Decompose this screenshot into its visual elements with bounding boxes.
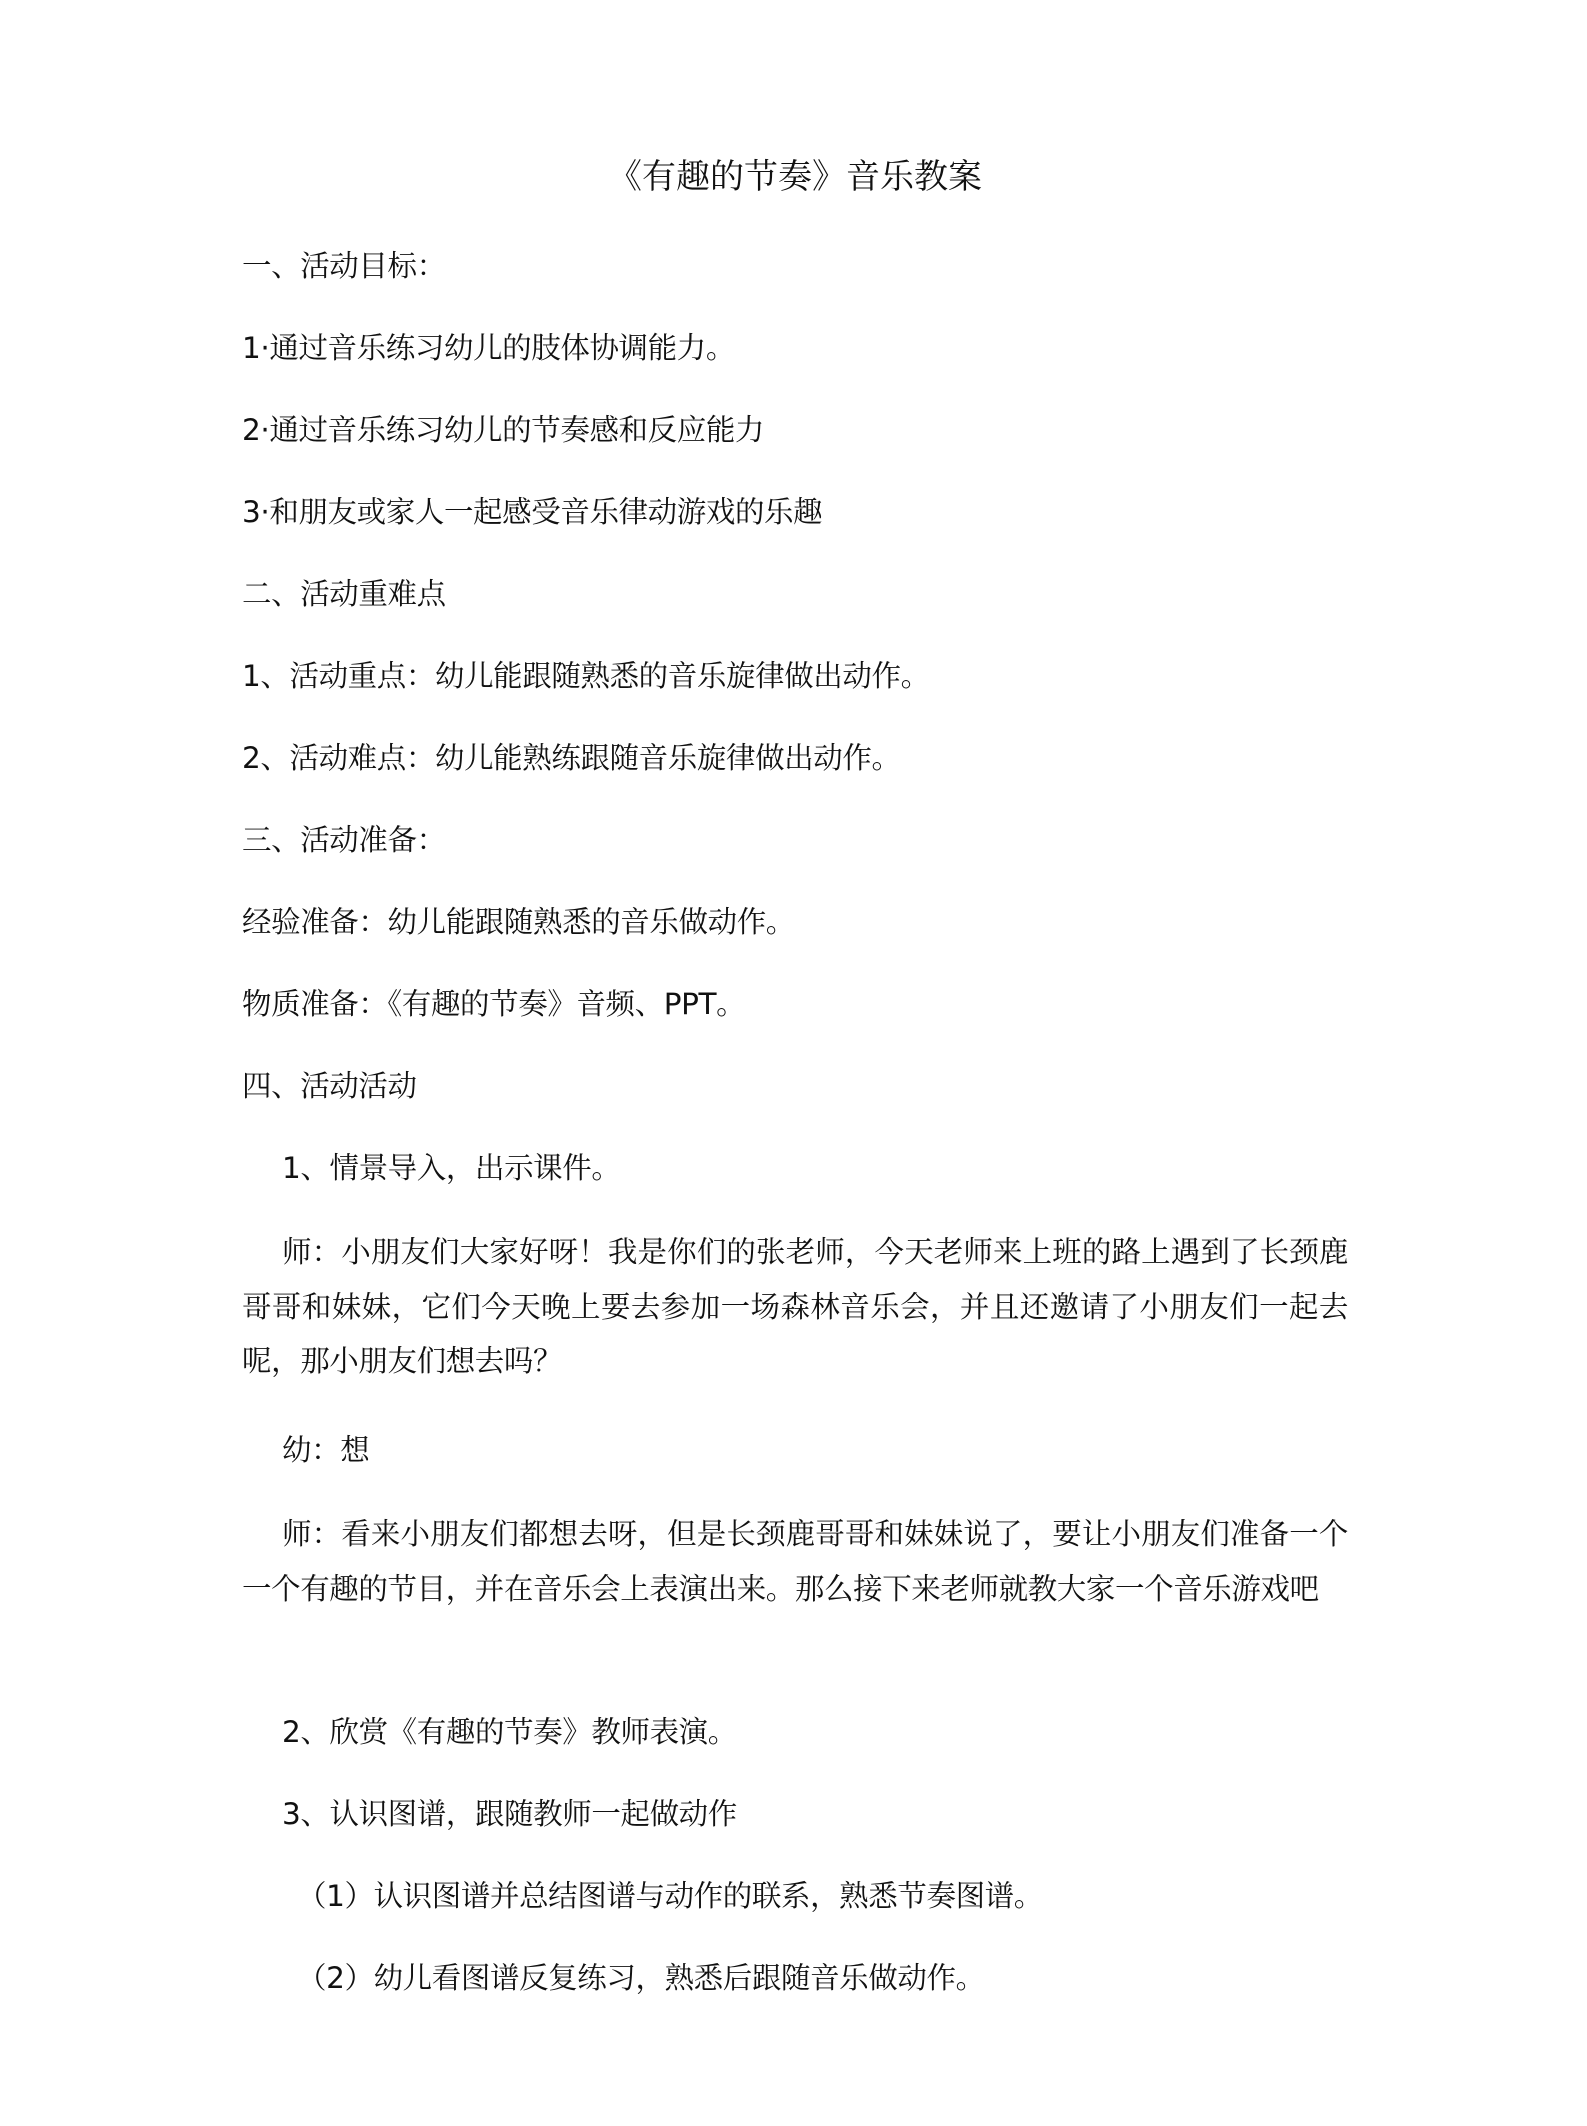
preparation-item: 物质准备：《有趣的节奏》音频、PPT。	[242, 987, 746, 1021]
section-heading-activities: 四、活动活动	[242, 1069, 417, 1103]
key-point-item: 2、活动难点：幼儿能熟练跟随音乐旋律做出动作。	[242, 741, 901, 775]
activity-step: 2、欣赏《有趣的节奏》教师表演。	[282, 1715, 737, 1749]
dialogue-paragraph: 师：看来小朋友们都想去呀，但是长颈鹿哥哥和妹妹说了，要让小朋友们准备一个一个有趣的节目，并在音乐会上表演出来。那么接下来老师就教大家一个音乐游戏吧	[242, 1517, 1348, 1606]
section-heading-key-points: 二、活动重难点	[242, 577, 446, 611]
key-point-item: 1、活动重点：幼儿能跟随熟悉的音乐旋律做出动作。	[242, 659, 930, 693]
activity-sub-item: （2）幼儿看图谱反复练习，熟悉后跟随音乐做动作。	[297, 1961, 985, 1995]
section-heading-preparation: 三、活动准备：	[242, 823, 446, 857]
dialogue-line: 幼：想	[282, 1433, 370, 1467]
document-title: 《有趣的节奏》音乐教案	[608, 157, 982, 197]
goal-item: 3·和朋友或家人一起感受音乐律动游戏的乐趣	[242, 495, 823, 529]
dialogue-paragraph: 师：小朋友们大家好呀！我是你们的张老师，今天老师来上班的路上遇到了长颈鹿哥哥和妹妹，它们今天晚上要去参加一场森林音乐会，并且还邀请了小朋友们一起去呢，那小朋友们想去吗？	[242, 1235, 1348, 1378]
goal-item: 1·通过音乐练习幼儿的肢体协调能力。	[242, 331, 735, 365]
activity-step: 1、情景导入，出示课件。	[282, 1151, 621, 1185]
goal-item: 2·通过音乐练习幼儿的节奏感和反应能力	[242, 413, 765, 447]
activity-sub-item: （1）认识图谱并总结图谱与动作的联系，熟悉节奏图谱。	[297, 1879, 1043, 1913]
preparation-item: 经验准备：幼儿能跟随熟悉的音乐做动作。	[242, 905, 795, 939]
activity-step: 3、认识图谱，跟随教师一起做动作	[282, 1797, 737, 1831]
section-heading-goals: 一、活动目标：	[242, 249, 446, 283]
